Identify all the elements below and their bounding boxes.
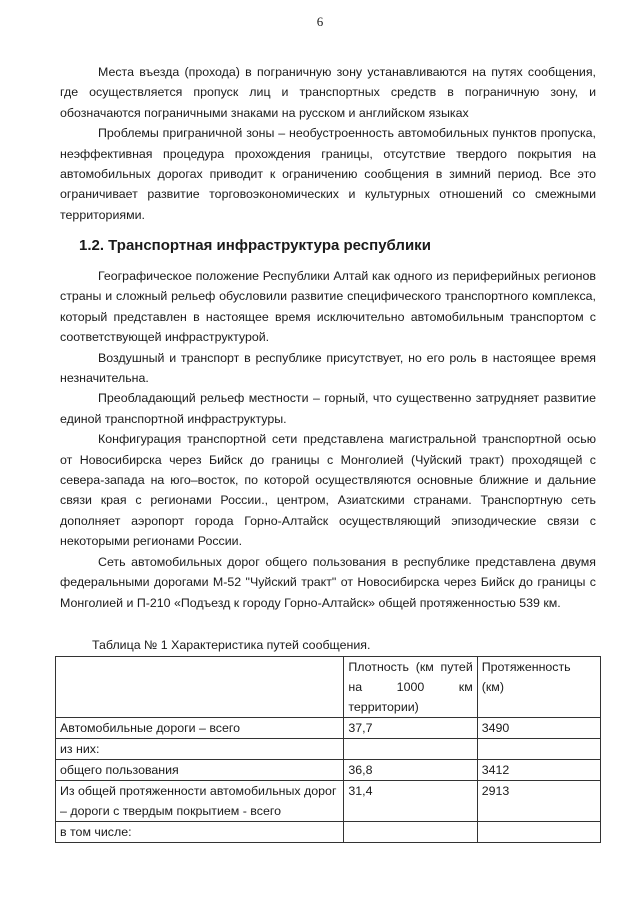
table-caption: Таблица № 1 Характеристика путей сообщения.: [92, 638, 371, 652]
table-row: [56, 822, 601, 843]
page-number: 6: [316, 14, 324, 29]
roads-table: [55, 656, 601, 843]
table-cell: 3490: [477, 718, 600, 739]
header-cell-empty: [56, 657, 344, 718]
paragraph-network-config: Конфигурация транспортной сети представлена магистральной транспортной осью от Новосибирска через Бийск до границы с Монголией (Чуйский тракт) проходящей с севера-запада на юго–восток, по которой осуществляются основные ближние и дальние связи края с регионами России., центром, Азиатскими странами. Транспортную сеть дополняет аэропорт города Горно-Алтайск осуществляющий эпизодические связи с некоторыми регионами России.: [60, 432, 596, 549]
table-row: [56, 739, 601, 760]
table-cell: [344, 739, 477, 760]
transport-text-block: [60, 266, 596, 613]
table-row: [56, 781, 601, 822]
header-cell-length: Протяженность (км): [477, 657, 600, 718]
table-cell: 37,7: [344, 718, 477, 739]
table-cell: [477, 739, 600, 760]
table-cell: из них:: [56, 739, 344, 760]
table-row: [56, 760, 601, 781]
paragraph-border-entry: Места въезда (прохода) в пограничную зону устанавливаются на путях сообщения, где осуществляется пропуск лиц и транспортных средств в пограничную зону, и обозначаются пограничными знаками на русском и английском языках: [60, 65, 596, 120]
table-cell: 36,8: [344, 760, 477, 781]
table-cell: [477, 822, 600, 843]
table-cell: 3412: [477, 760, 600, 781]
paragraph-air-transport: Воздушный и транспорт в республике присутствует, но его роль в настоящее время незначительна.: [60, 350, 596, 386]
table-header-row: [56, 657, 601, 718]
table-cell: в том числе:: [56, 822, 344, 843]
table-cell: общего пользования: [56, 760, 344, 781]
table-cell: 2913: [477, 781, 600, 822]
table-cell: 31,4: [344, 781, 477, 822]
table-cell: Автомобильные дороги – всего: [56, 718, 344, 739]
table-row: [56, 718, 601, 739]
header-cell-density: Плотность (км путей на 1000 км территории): [344, 657, 477, 718]
paragraph-road-network: Сеть автомобильных дорог общего пользования в республике представлена двумя федеральными дорогами М-52 "Чуйский тракт" от Новосибирска через Бийск до границы с Монголией и П-210 «Подъезд к городу Горно-Алтайск» общей протяженностью 539 км.: [60, 554, 596, 610]
intro-text-block: [60, 62, 596, 225]
paragraph-relief: Преобладающий рельеф местности – горный, что существенно затрудняет развитие единой транспортной инфраструктуры.: [60, 391, 596, 426]
table-cell: Из общей протяженности автомобильных дорог – дороги с твердым покрытием - всего: [56, 781, 344, 822]
table-cell: [344, 822, 477, 843]
paragraph-border-problems: Проблемы приграничной зоны – необустроенность автомобильных пунктов пропуска, неэффективная процедура прохождения границы, отсутствие твердого покрытия на автомобильных дорогах приводит к ограничению сообщения в зимний период. Все это ограничивает развитие торговоэкономических и культурных отношений со смежными территориями.: [60, 126, 596, 222]
paragraph-geography: Географическое положение Республики Алтай как одного из периферийных регионов страны и сложный рельеф обусловили развитие специфического транспортного комплекса, который представлен в настоящее время исключительно автомобильным транспортом с соответствующей инфраструктурой.: [60, 269, 596, 345]
section-heading: 1.2. Транспортная инфраструктура республики: [79, 237, 431, 254]
